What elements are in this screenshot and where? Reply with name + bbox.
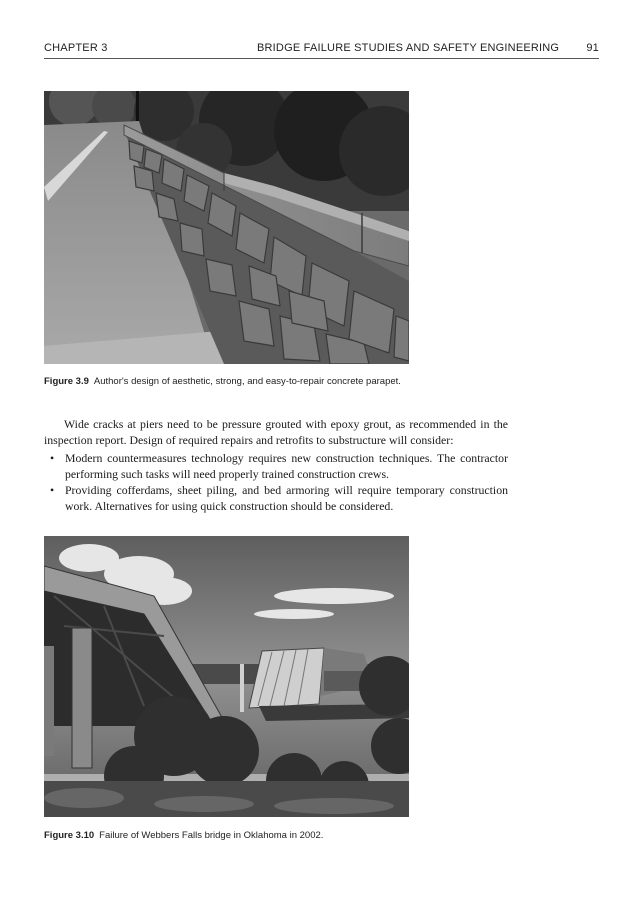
caption-text: Failure of Webbers Falls bridge in Oklahoma in 2002.: [99, 830, 324, 841]
figure-parapet-photo: [44, 91, 409, 364]
figure-label: Figure 3.9: [44, 376, 89, 387]
list-item-text: Providing cofferdams, sheet piling, and bed armoring will require temporary construction work. Alternatives for using quick construction should be considered.: [65, 483, 508, 513]
paragraph: Wide cracks at piers need to be pressure grouted with epoxy grout, as recommended in the inspection report. Design of required repairs and retrofits to substructure will consider:: [44, 417, 508, 447]
bullet-marker: •: [50, 483, 55, 497]
bullet-list: [44, 451, 508, 514]
header-rule: [44, 58, 599, 59]
running-title: BRIDGE FAILURE STUDIES AND SAFETY ENGINEERING: [257, 42, 560, 54]
page-number: 91: [586, 42, 599, 54]
figure-caption-3-9: [44, 376, 401, 387]
figure-label: Figure 3.10: [44, 830, 95, 841]
figure-bridge-failure-photo: [44, 536, 409, 817]
running-header: [44, 40, 599, 58]
chapter-label: CHAPTER 3: [44, 42, 108, 54]
body-text: [44, 417, 508, 515]
list-item-text: Modern countermeasures technology requires new construction techniques. The contractor performing such tasks will need properly trained construction crews.: [65, 451, 508, 481]
list-item: [44, 451, 508, 482]
caption-text: Author's design of aesthetic, strong, and easy-to-repair concrete parapet.: [93, 376, 401, 387]
bullet-marker: •: [50, 451, 55, 465]
list-item: [44, 483, 508, 514]
figure-caption-3-10: [44, 830, 323, 841]
